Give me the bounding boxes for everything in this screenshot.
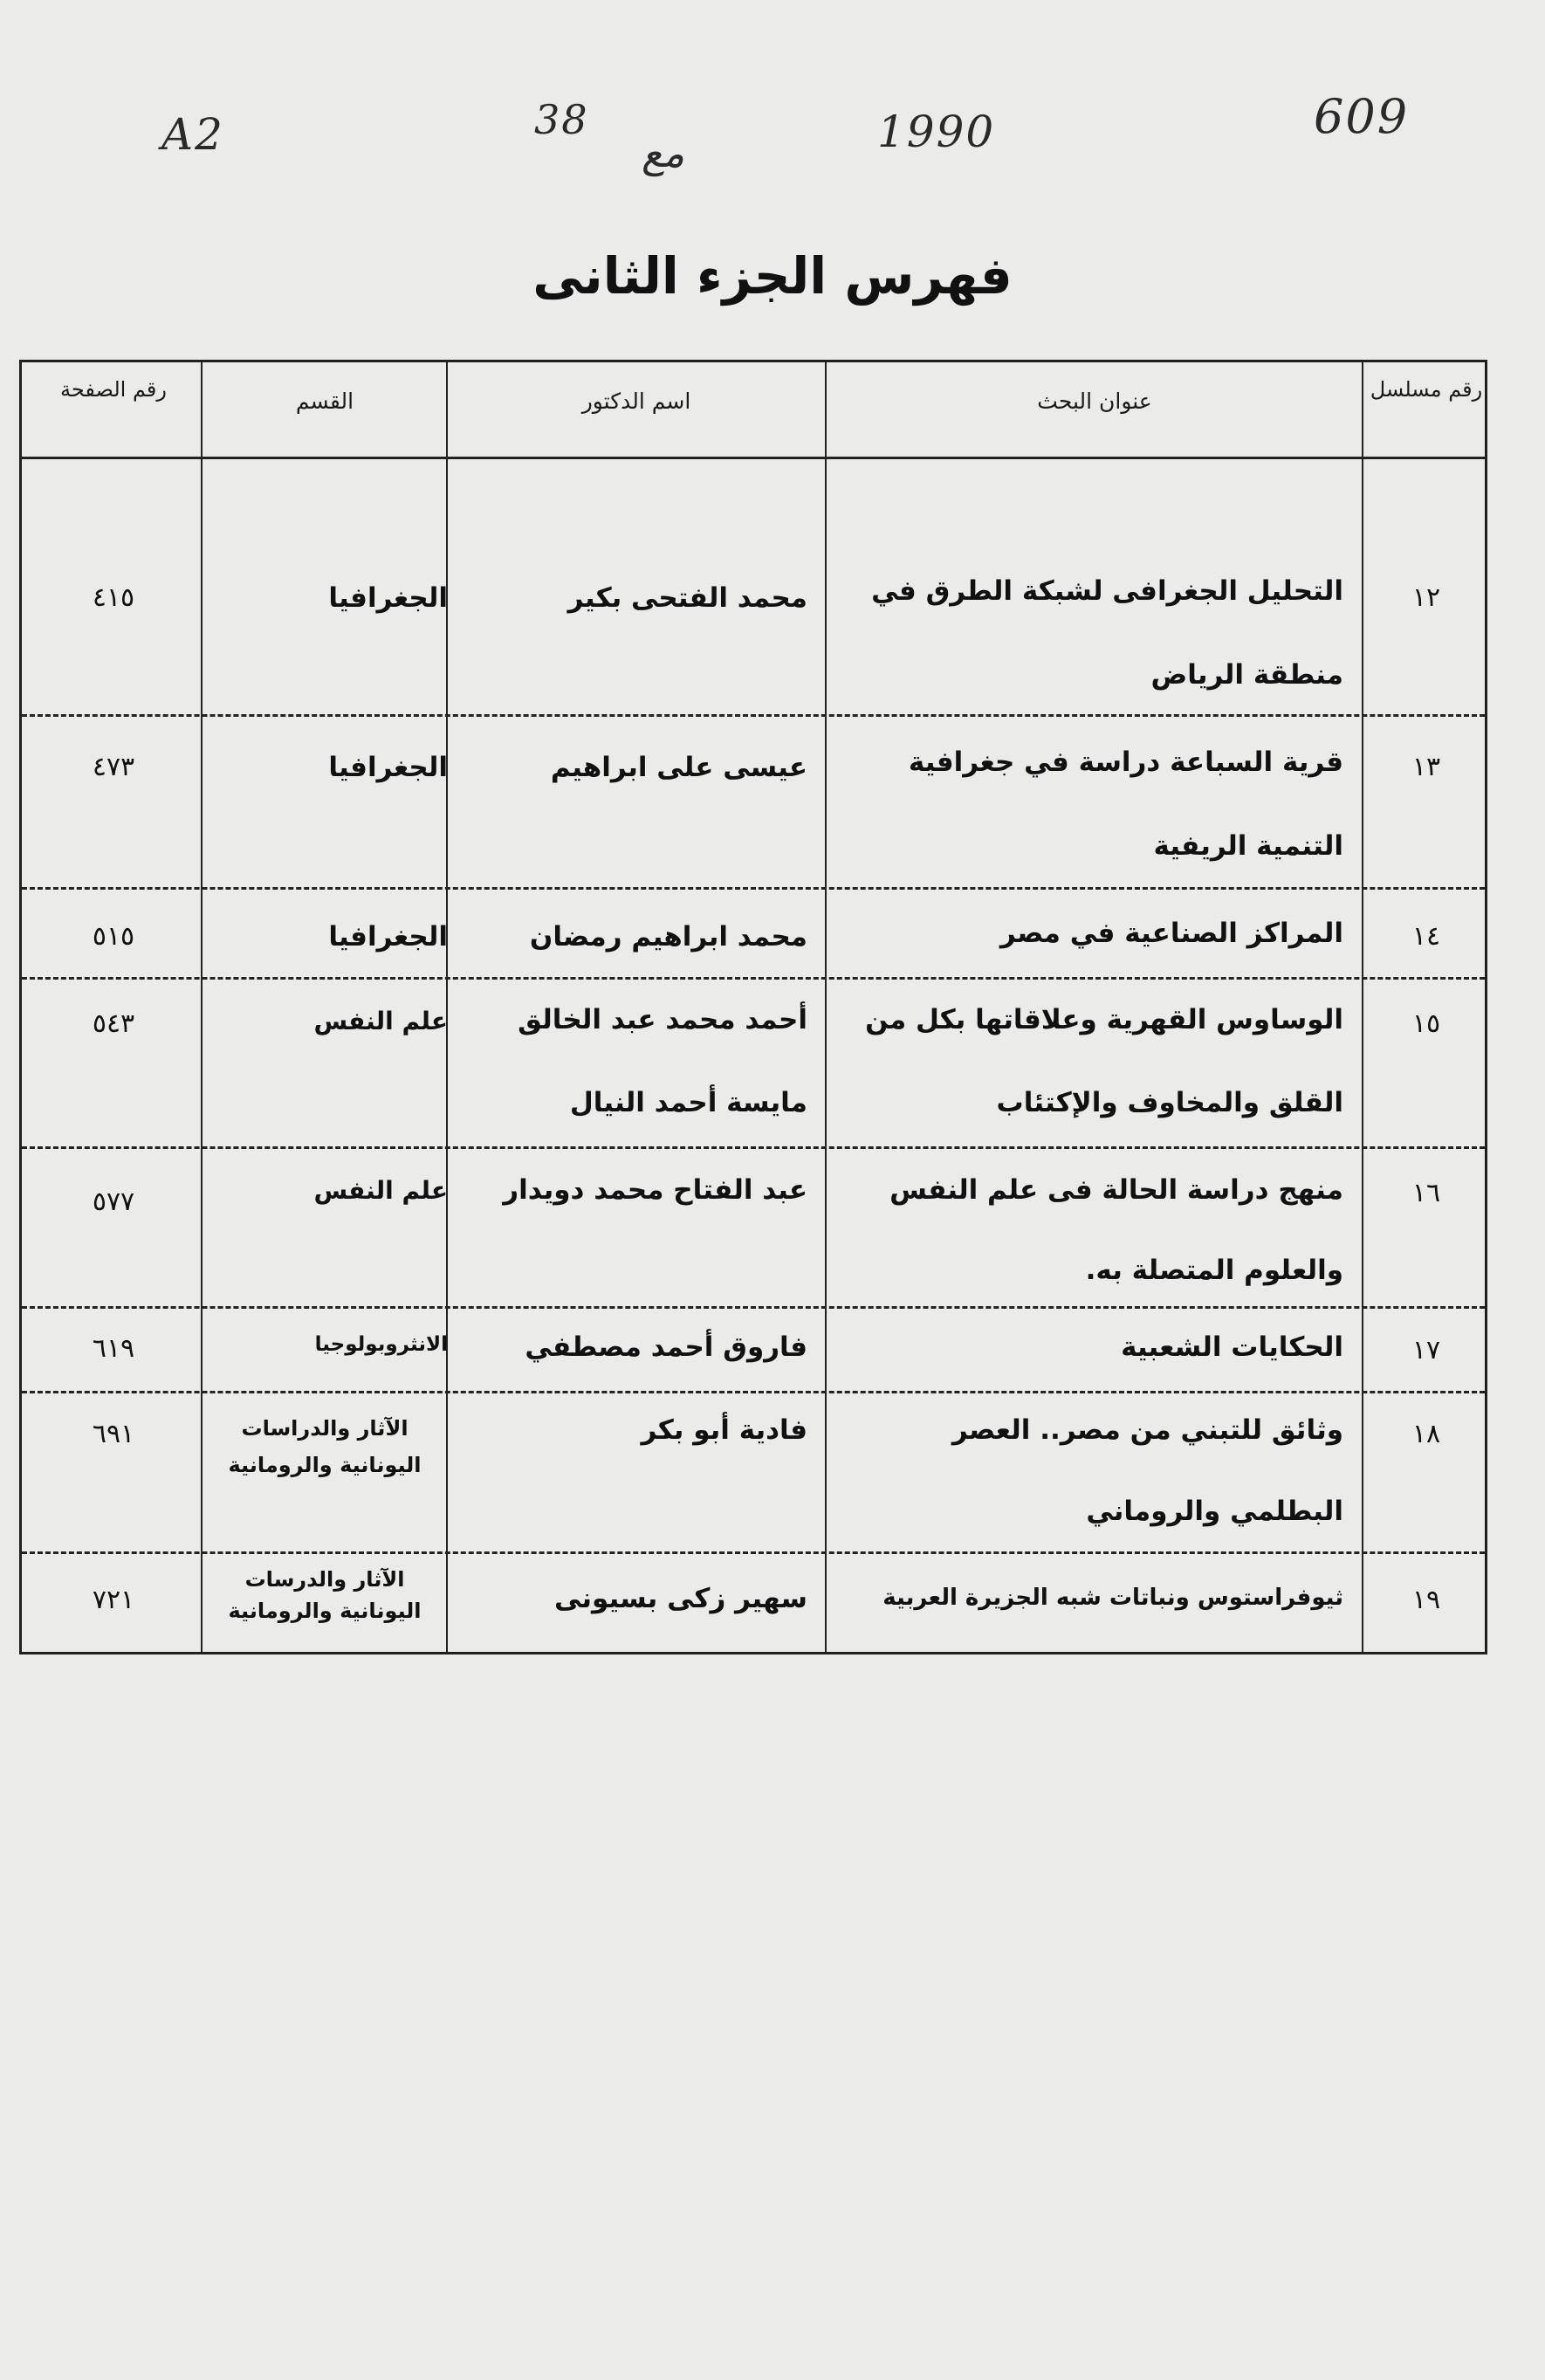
index-table bbox=[19, 360, 1487, 1654]
row-divider bbox=[22, 1306, 1485, 1309]
title-cell: ثيوفراستوس ونباتات شبه الجزيرة العربية bbox=[882, 1585, 1343, 1611]
title-cell: التحليل الجغرافى لشبكة الطرق في bbox=[871, 575, 1343, 607]
department-cell: علم النفس bbox=[313, 1007, 448, 1035]
header-serial: رقم مسلسل bbox=[1370, 377, 1483, 402]
title-cell-line2: والعلوم المتصلة به. bbox=[1085, 1255, 1343, 1286]
row-divider bbox=[22, 1551, 1485, 1554]
handwritten-note-scribble: مع bbox=[642, 129, 685, 176]
page-cell: ٥٤٣ bbox=[92, 1008, 135, 1039]
page-cell: ٦١٩ bbox=[92, 1333, 135, 1364]
doctor-cell: فادية أبو بكر bbox=[641, 1414, 807, 1446]
department-cell: الجغرافيا bbox=[328, 582, 448, 614]
serial-cell: ١٦ bbox=[1411, 1178, 1441, 1208]
header-divider bbox=[22, 457, 1485, 459]
header-research-title: عنوان البحث bbox=[1037, 389, 1152, 414]
handwritten-note-page: 609 bbox=[1314, 89, 1410, 144]
handwritten-note-a2: A2 bbox=[161, 109, 224, 160]
title-cell: وثائق للتبني من مصر.. العصر bbox=[951, 1414, 1343, 1446]
doctor-cell: فاروق أحمد مصطفي bbox=[525, 1331, 807, 1363]
serial-cell: ١٥ bbox=[1411, 1008, 1441, 1039]
department-cell: علم النفس bbox=[313, 1176, 448, 1205]
doctor-cell: عيسى على ابراهيم bbox=[550, 752, 807, 783]
row-divider bbox=[22, 1146, 1485, 1149]
row-divider bbox=[22, 977, 1485, 980]
column-divider bbox=[825, 362, 827, 1652]
doctor-cell: عبد الفتاح محمد دويدار bbox=[503, 1174, 807, 1206]
serial-cell: ١٧ bbox=[1411, 1335, 1441, 1365]
doctor-cell: أحمد محمد عبد الخالق bbox=[518, 1004, 807, 1035]
serial-cell: ١٨ bbox=[1411, 1419, 1441, 1449]
page-cell: ٦٩١ bbox=[92, 1419, 135, 1449]
doctor-cell: سهير زكى بسيونى bbox=[554, 1583, 807, 1614]
title-cell: المراكز الصناعية في مصر bbox=[999, 918, 1343, 949]
header-page: رقم الصفحة bbox=[60, 377, 167, 402]
header-department: القسم bbox=[295, 389, 354, 414]
title-cell-line2: البطلمي والروماني bbox=[1086, 1496, 1343, 1527]
row-divider bbox=[22, 887, 1485, 890]
handwritten-note-year: 1990 bbox=[877, 107, 996, 157]
doctor-cell-line2: مايسة أحمد النيال bbox=[569, 1087, 807, 1118]
serial-cell: ١٣ bbox=[1411, 752, 1441, 782]
page-cell: ٧٢١ bbox=[92, 1585, 135, 1615]
department-cell: الجغرافيا bbox=[328, 921, 448, 953]
title-cell-line2: التنمية الريفية bbox=[1153, 830, 1343, 862]
page-cell: ٥١٥ bbox=[92, 921, 135, 952]
row-divider bbox=[22, 714, 1485, 717]
page-title: فهرس الجزء الثانى bbox=[532, 246, 1013, 306]
serial-cell: ١٩ bbox=[1411, 1585, 1441, 1615]
department-cell: الانثروبولوجيا bbox=[314, 1333, 448, 1356]
row-divider bbox=[22, 1391, 1485, 1393]
title-cell-line2: منطقة الرياض bbox=[1150, 659, 1343, 691]
column-divider bbox=[201, 362, 203, 1652]
serial-cell: ١٤ bbox=[1411, 921, 1441, 952]
page-cell: ٤١٥ bbox=[92, 582, 135, 613]
title-cell: الحكايات الشعبية bbox=[1121, 1331, 1343, 1363]
page-cell: ٥٧٧ bbox=[92, 1187, 135, 1217]
header-doctor-name: اسم الدكتور bbox=[581, 389, 691, 414]
title-cell-line2: القلق والمخاوف والإكتئاب bbox=[996, 1087, 1343, 1118]
title-cell: منهج دراسة الحالة فى علم النفس bbox=[889, 1174, 1343, 1206]
department-cell: الجغرافيا bbox=[328, 752, 448, 783]
handwritten-note-38: 38 bbox=[534, 96, 589, 143]
department-cell: الآثار والدراسات اليونانية والرومانية bbox=[228, 1416, 422, 1477]
doctor-cell: محمد ابراهيم رمضان bbox=[529, 921, 807, 953]
page-cell: ٤٧٣ bbox=[92, 752, 135, 782]
department-cell: الآثار والدرسات اليونانية والرومانية bbox=[228, 1567, 422, 1623]
title-cell: قرية السباعة دراسة في جغرافية bbox=[908, 746, 1343, 778]
column-divider bbox=[1362, 362, 1363, 1652]
serial-cell: ١٢ bbox=[1411, 582, 1441, 613]
title-cell: الوساوس القهرية وعلاقاتها بكل من bbox=[865, 1004, 1343, 1035]
doctor-cell: محمد الفتحى بكير bbox=[567, 582, 807, 614]
